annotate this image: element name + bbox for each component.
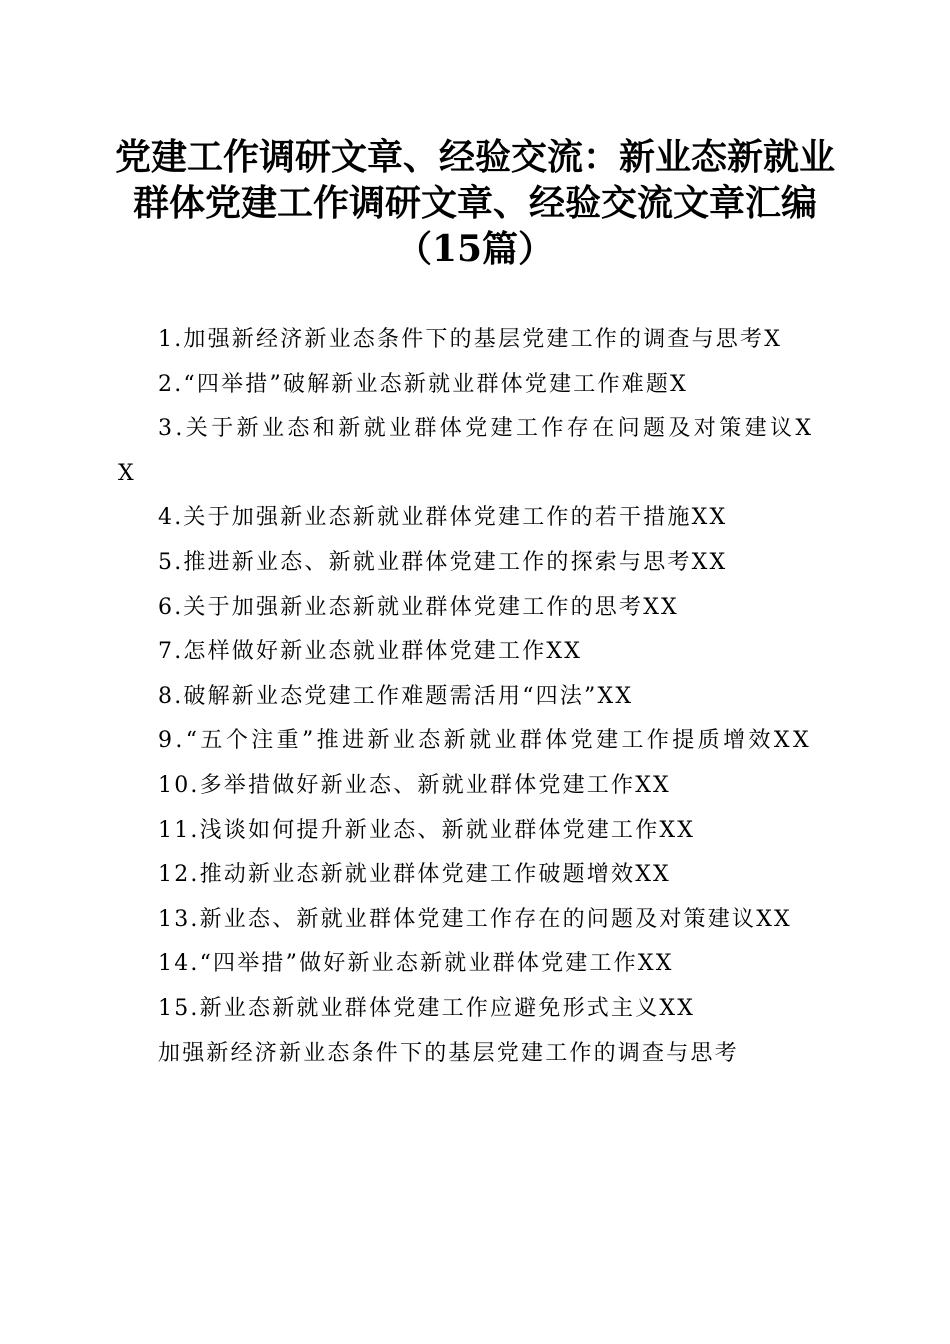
toc-item-12: 12.推动新业态新就业群体党建工作破题增效XX bbox=[158, 862, 671, 888]
section-heading: 加强新经济新业态条件下的基层党建工作的调查与思考 bbox=[158, 1040, 739, 1066]
toc-item-6: 6.关于加强新业态新就业群体党建工作的思考XX bbox=[158, 594, 679, 620]
toc-item-15: 15.新业态新就业群体党建工作应避免形式主义XX bbox=[158, 995, 696, 1021]
toc-item-1: 1.加强新经济新业态条件下的基层党建工作的调查与思考X bbox=[158, 327, 783, 352]
table-of-contents bbox=[118, 318, 828, 1076]
document-title bbox=[100, 134, 850, 272]
toc-item-11: 11.浅谈如何提升新业态、新就业群体党建工作XX bbox=[158, 817, 696, 843]
toc-item-8: 8.破解新业态党建工作难题需活用“四法”XX bbox=[158, 683, 634, 709]
toc-item-13: 13.新业态、新就业群体党建工作存在的问题及对策建议XX bbox=[158, 906, 792, 932]
title-line-1: 党建工作调研文章、经验交流：新业态新就业 bbox=[114, 136, 835, 178]
toc-item-4: 4.关于加强新业态新就业群体党建工作的若干措施XX bbox=[158, 505, 728, 531]
toc-item-2: 2.“四举措”破解新业态新就业群体党建工作难题X bbox=[158, 371, 688, 397]
title-line-2: 群体党建工作调研文章、经验交流文章汇编 bbox=[132, 182, 817, 224]
toc-item-5: 5.推进新业态、新就业群体党建工作的探索与思考XX bbox=[158, 549, 728, 575]
toc-item-7: 7.怎样做好新业态就业群体党建工作XX bbox=[158, 639, 583, 665]
toc-item-9: 9.“五个注重”推进新业态新就业群体党建工作提质增效XX bbox=[158, 728, 813, 754]
toc-item-3: 3.关于新业态和新就业群体党建工作存在问题及对策建议XX bbox=[118, 416, 815, 486]
toc-item-14: 14.“四举措”做好新业态新就业群体党建工作XX bbox=[158, 951, 674, 977]
title-line-3: （15篇） bbox=[395, 228, 555, 270]
toc-item-10: 10.多举措做好新业态、新就业群体党建工作XX bbox=[158, 772, 671, 798]
